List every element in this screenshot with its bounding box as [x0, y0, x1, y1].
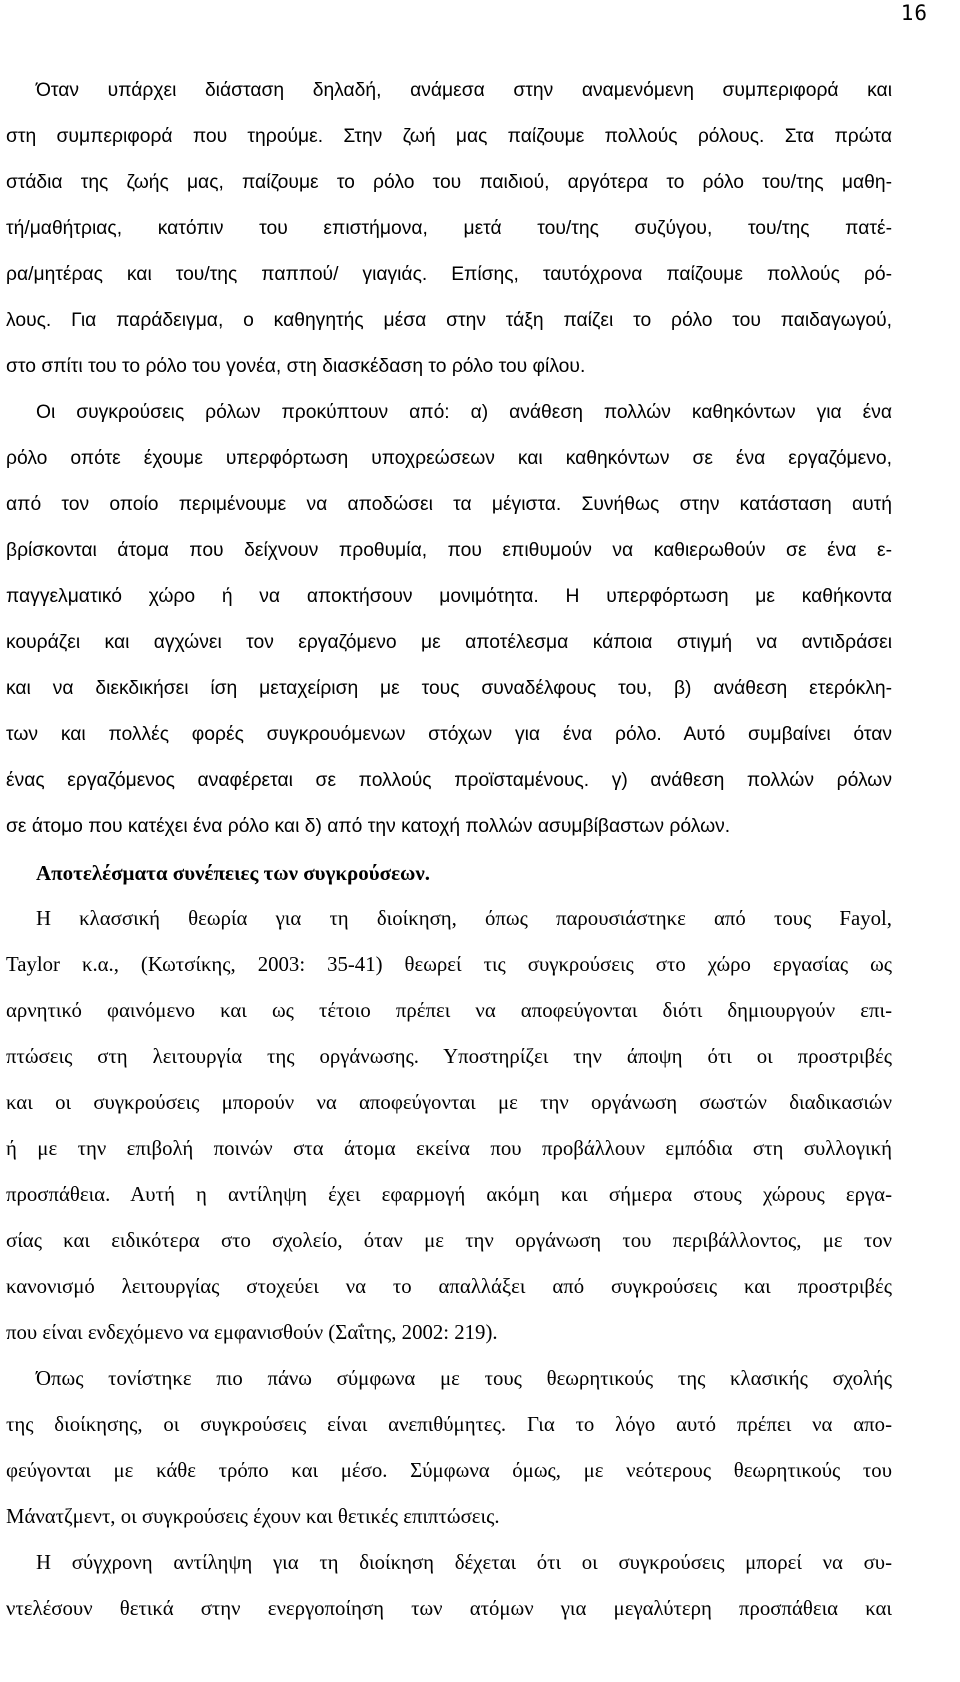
text-line: Όταν υπάρχει διάσταση δηλαδή, ανάμεσα στην αναμενόμενη συμπεριφορά και — [36, 80, 892, 101]
text-line: κουράζει και αγχώνει τον εργαζόμενο με αποτέλεσμα κάποια στιγμή να αντιδράσει — [6, 632, 892, 653]
text-line: σίας και ειδικότερα στο σχολείο, όταν με την οργάνωση του περιβάλλοντος, με τον — [6, 1229, 892, 1252]
text-line: φεύγονται με κάθε τρόπο και μέσο. Σύμφωνα όμως, με νεότερους θεωρητικούς του — [6, 1459, 892, 1482]
text-line: ρα/μητέρας και του/της παππού/ γιαγιάς. Επίσης, ταυτόχρονα παίζουμε πολλούς ρό- — [6, 264, 892, 285]
text-line: τή/μαθήτριας, κατόπιν του επιστήμονα, μετά του/της συζύγου, του/της πατέ- — [6, 218, 892, 239]
text-line: λους. Για παράδειγμα, ο καθηγητής μέσα στην τάξη παίζει το ρόλο του παιδαγωγού, — [6, 310, 892, 331]
text-line: ένας εργαζόμενος αναφέρεται σε πολλούς προϊσταμένους. γ) ανάθεση πολλών ρόλων — [6, 770, 892, 791]
text-line: και οι συγκρούσεις μπορούν να αποφεύγονται με την οργάνωση σωστών διαδικασιών — [6, 1091, 892, 1114]
text-line: Μάνατζμεντ, οι συγκρούσεις έχουν και θετικές επιπτώσεις. — [6, 1505, 500, 1528]
text-line: στάδια της ζωής μας, παίζουμε το ρόλο του παιδιού, αργότερα το ρόλο του/της μαθη- — [6, 172, 892, 193]
text-line: από τον οποίο περιμένουμε να αποδώσει τα μέγιστα. Συνήθως στην κατάσταση αυτή — [6, 494, 892, 515]
text-line: Οι συγκρούσεις ρόλων προκύπτουν από: α) ανάθεση πολλών καθηκόντων για ένα — [36, 402, 892, 423]
text-line: κανονισμό λειτουργίας στοχεύει να το απαλλάξει από συγκρούσεις και προστριβές — [6, 1275, 892, 1298]
paragraph-1 — [6, 68, 892, 390]
paragraph-4 — [6, 1356, 892, 1540]
text-line: της διοίκησης, οι συγκρούσεις είναι ανεπιθύμητες. Για το λόγο αυτό πρέπει να απο- — [6, 1413, 892, 1436]
text-line: σε άτομο που κατέχει ένα ρόλο και δ) από την κατοχή πολλών ασυμβίβαστων ρόλων. — [6, 816, 731, 837]
text-line: αρνητικό φαινόμενο και ως τέτοιο πρέπει να αποφεύγονται διότι δημιουργούν επι- — [6, 999, 892, 1022]
text-line: προσπάθεια. Αυτή η αντίληψη έχει εφαρμογή ακόμη και σήμερα στους χώρους εργα- — [6, 1183, 892, 1206]
text-line: ρόλο οπότε έχουμε υπερφόρτωση υποχρεώσεων και καθηκόντων σε ένα εργαζόμενο, — [6, 448, 892, 469]
paragraph-2 — [6, 390, 892, 850]
text-line: Η κλασσική θεωρία για τη διοίκηση, όπως παρουσιάστηκε από τους Fayol, — [36, 907, 892, 930]
page-body — [6, 68, 892, 1632]
text-line: στο σπίτι του το ρόλο του γονέα, στη διασκέδαση το ρόλο του φίλου. — [6, 356, 586, 377]
text-line: βρίσκονται άτομα που δείχνουν προθυμία, που επιθυμούν να καθιερωθούν σε ένα ε- — [6, 540, 892, 561]
text-line: ντελέσουν θετικά στην ενεργοποίηση των ατόμων για μεγαλύτερη προσπάθεια και — [6, 1597, 892, 1620]
text-line: παγγελματικό χώρο ή να αποκτήσουν μονιμότητα. Η υπερφόρτωση με καθήκοντα — [6, 586, 892, 607]
text-line: Η σύγχρονη αντίληψη για τη διοίκηση δέχεται ότι οι συγκρούσεις μπορεί να συ- — [36, 1551, 892, 1574]
text-line: που είναι ενδεχόμενο να εμφανισθούν (Σαΐτης, 2002: 219). — [6, 1321, 498, 1344]
text-line: Taylor κ.α., (Κωτσίκης, 2003: 35-41) θεωρεί τις συγκρούσεις στο χώρο εργασίας ως — [6, 953, 892, 976]
text-line: ή με την επιβολή ποινών στα άτομα εκείνα που προβάλλουν εμπόδια στη συλλογική — [6, 1137, 892, 1160]
text-line: Όπως τονίστηκε πιο πάνω σύμφωνα με τους θεωρητικούς της κλασικής σχολής — [36, 1367, 892, 1390]
page-number: 16 — [900, 1, 928, 25]
section-heading: Αποτελέσματα συνέπειες των συγκρούσεων. — [36, 861, 431, 885]
text-line: πτώσεις στη λειτουργία της οργάνωσης. Υποστηρίζει την άποψη ότι οι προστριβές — [6, 1045, 892, 1068]
text-line: των και πολλές φορές συγκρουόμενων στόχων για ένα ρόλο. Αυτό συμβαίνει όταν — [6, 724, 892, 745]
text-line: στη συμπεριφορά που τηρούμε. Στην ζωή μας παίζουμε πολλούς ρόλους. Στα πρώτα — [6, 126, 892, 147]
paragraph-5 — [6, 1540, 892, 1632]
paragraph-3 — [6, 896, 892, 1356]
text-line: και να διεκδικήσει ίση μεταχείριση με τους συναδέλφους του, β) ανάθεση ετερόκλη- — [6, 678, 892, 699]
